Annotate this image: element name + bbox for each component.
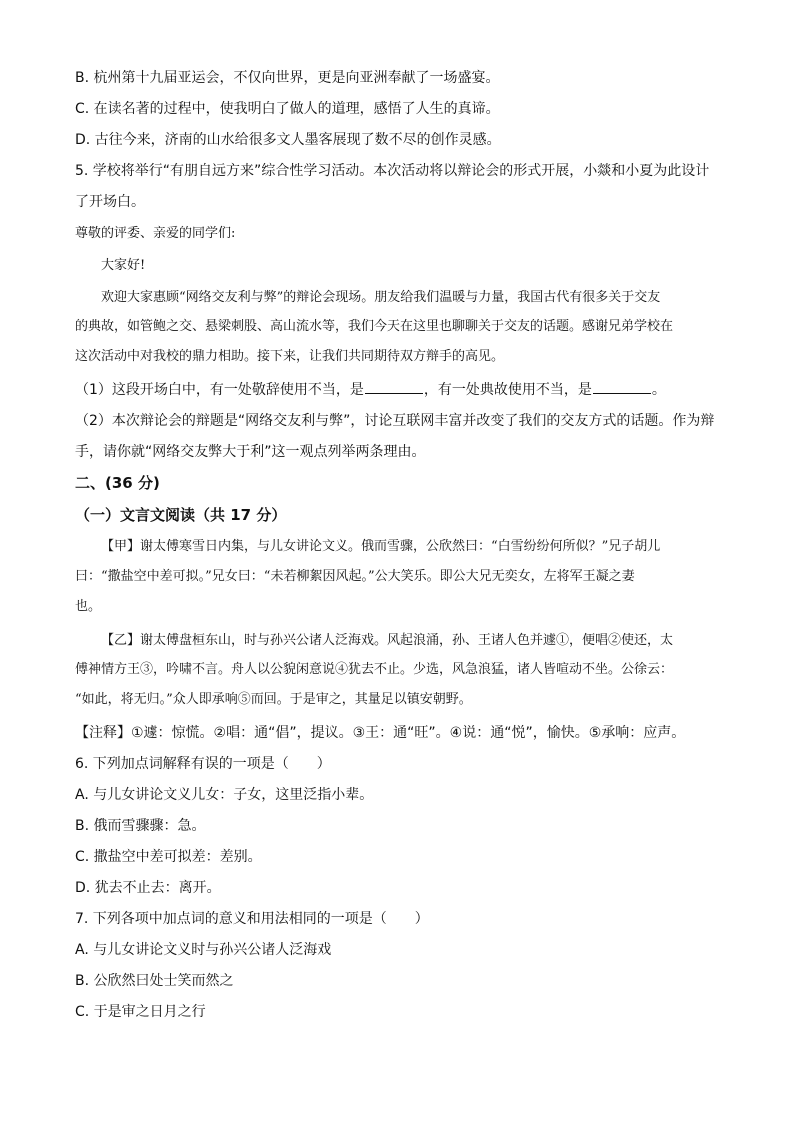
- passage-yi-line1: 【乙】谢太傅盘桓东山，时与孙兴公诸人泛海戏。风起浪涌，孙、王诸人色并遽①，便唱②使还，太: [101, 633, 674, 648]
- question-5-stem-line1: 5. 学校将举行“有朋自远方来”综合性学习活动。本次活动将以辩论会的形式开展，小燚和小夏为此设计: [75, 163, 710, 179]
- passage-jia-line2: 曰：“撒盐空中差可拟。”兄女曰：“未若柳絮因风起。”公大笑乐。即公大兄无奕女，左将军王凝之妻: [75, 569, 635, 584]
- sub1-text-part1: （1）这段开场白中，有一处敬辞使用不当，是: [75, 382, 364, 398]
- option-6d[interactable]: D. 犹去不止去：离开。: [75, 880, 221, 896]
- passage-yi-line2: 傅神情方王③，吟啸不言。舟人以公貌闲意说④犹去不止。少选，风急浪猛，诸人皆喧动不坐。公徐云：: [75, 662, 674, 677]
- speech-line1: 欢迎大家惠顾“网络交友利与弊”的辩论会现场。朋友给我们温暖与力量，我国古代有很多关于交友: [101, 290, 661, 305]
- speech-line2: 的典故，如管鲍之交、悬梁刺股、高山流水等，我们今天在这里也聊聊关于交友的话题。感谢兄弟学校在: [75, 319, 674, 334]
- speech-greeting: 大家好!: [101, 258, 146, 273]
- speech-salutation: 尊敬的评委、亲爱的同学们:: [75, 226, 236, 241]
- section-2-heading: 二、(36 分): [75, 474, 160, 492]
- option-4d: D. 古往今来，济南的山水给很多文人墨客展现了数不尽的创作灵感。: [75, 132, 501, 148]
- notes: 【注释】①遽：惊慌。②唱：通“倡”，提议。③王：通“旺”。④说：通“悦”，愉快。⑤承响：应声。: [75, 725, 686, 741]
- question-5-sub2-line2: 手，请你就“网络交友弊大于利”这一观点列举两条理由。: [75, 444, 426, 460]
- answer-blank-2[interactable]: [593, 379, 651, 394]
- option-7a[interactable]: A. 与儿女讲论文义时与孙兴公诸人泛海戏: [75, 942, 332, 958]
- option-6b[interactable]: B. 俄而雪骤骤：急。: [75, 818, 206, 834]
- sub1-text-part3: 。: [651, 382, 666, 398]
- passage-jia-line3: 也。: [75, 599, 102, 614]
- question-5-sub2-line1: （2）本次辩论会的辩题是“网络交友利与弊”，讨论互联网丰富并改变了我们的交友方式的话题。作为辩: [75, 413, 715, 429]
- answer-blank-1[interactable]: [365, 379, 423, 394]
- option-7b[interactable]: B. 公欣然曰处士笑而然之: [75, 973, 234, 989]
- question-6-stem: 6. 下列加点词解释有误的一项是（ ）: [75, 756, 331, 772]
- passage-jia-line1: 【甲】谢太傅寒雪日内集，与儿女讲论文义。俄而雪骤，公欣然曰：“白雪纷纷何所似？”兄子胡儿: [101, 539, 661, 554]
- speech-line3: 这次活动中对我校的鼎力相助。接下来，让我们共同期待双方辩手的高见。: [75, 349, 505, 364]
- question-5-sub1: [75, 379, 666, 400]
- option-7c[interactable]: C. 于是审之日月之行: [75, 1004, 206, 1020]
- question-7-stem: 7. 下列各项中加点词的意义和用法相同的一项是（ ）: [75, 911, 429, 927]
- option-4c: C. 在读名著的过程中，使我明白了做人的道理，感悟了人生的真谛。: [75, 101, 500, 117]
- option-4b: B. 杭州第十九届亚运会，不仅向世界，更是向亚洲奉献了一场盛宴。: [75, 70, 500, 86]
- section-2-subheading: （一）文言文阅读（共 17 分）: [75, 506, 287, 524]
- option-6a[interactable]: A. 与儿女讲论文义儿女：子女，这里泛指小辈。: [75, 787, 374, 803]
- option-6c[interactable]: C. 撒盐空中差可拟差：差别。: [75, 849, 262, 865]
- sub1-text-part2: ，有一处典故使用不当，是: [423, 382, 592, 398]
- question-5-stem-line2: 了开场白。: [75, 194, 145, 210]
- passage-yi-line3: “如此，将无归。”众人即承响⑤而回。于是审之，其量足以镇安朝野。: [75, 692, 472, 707]
